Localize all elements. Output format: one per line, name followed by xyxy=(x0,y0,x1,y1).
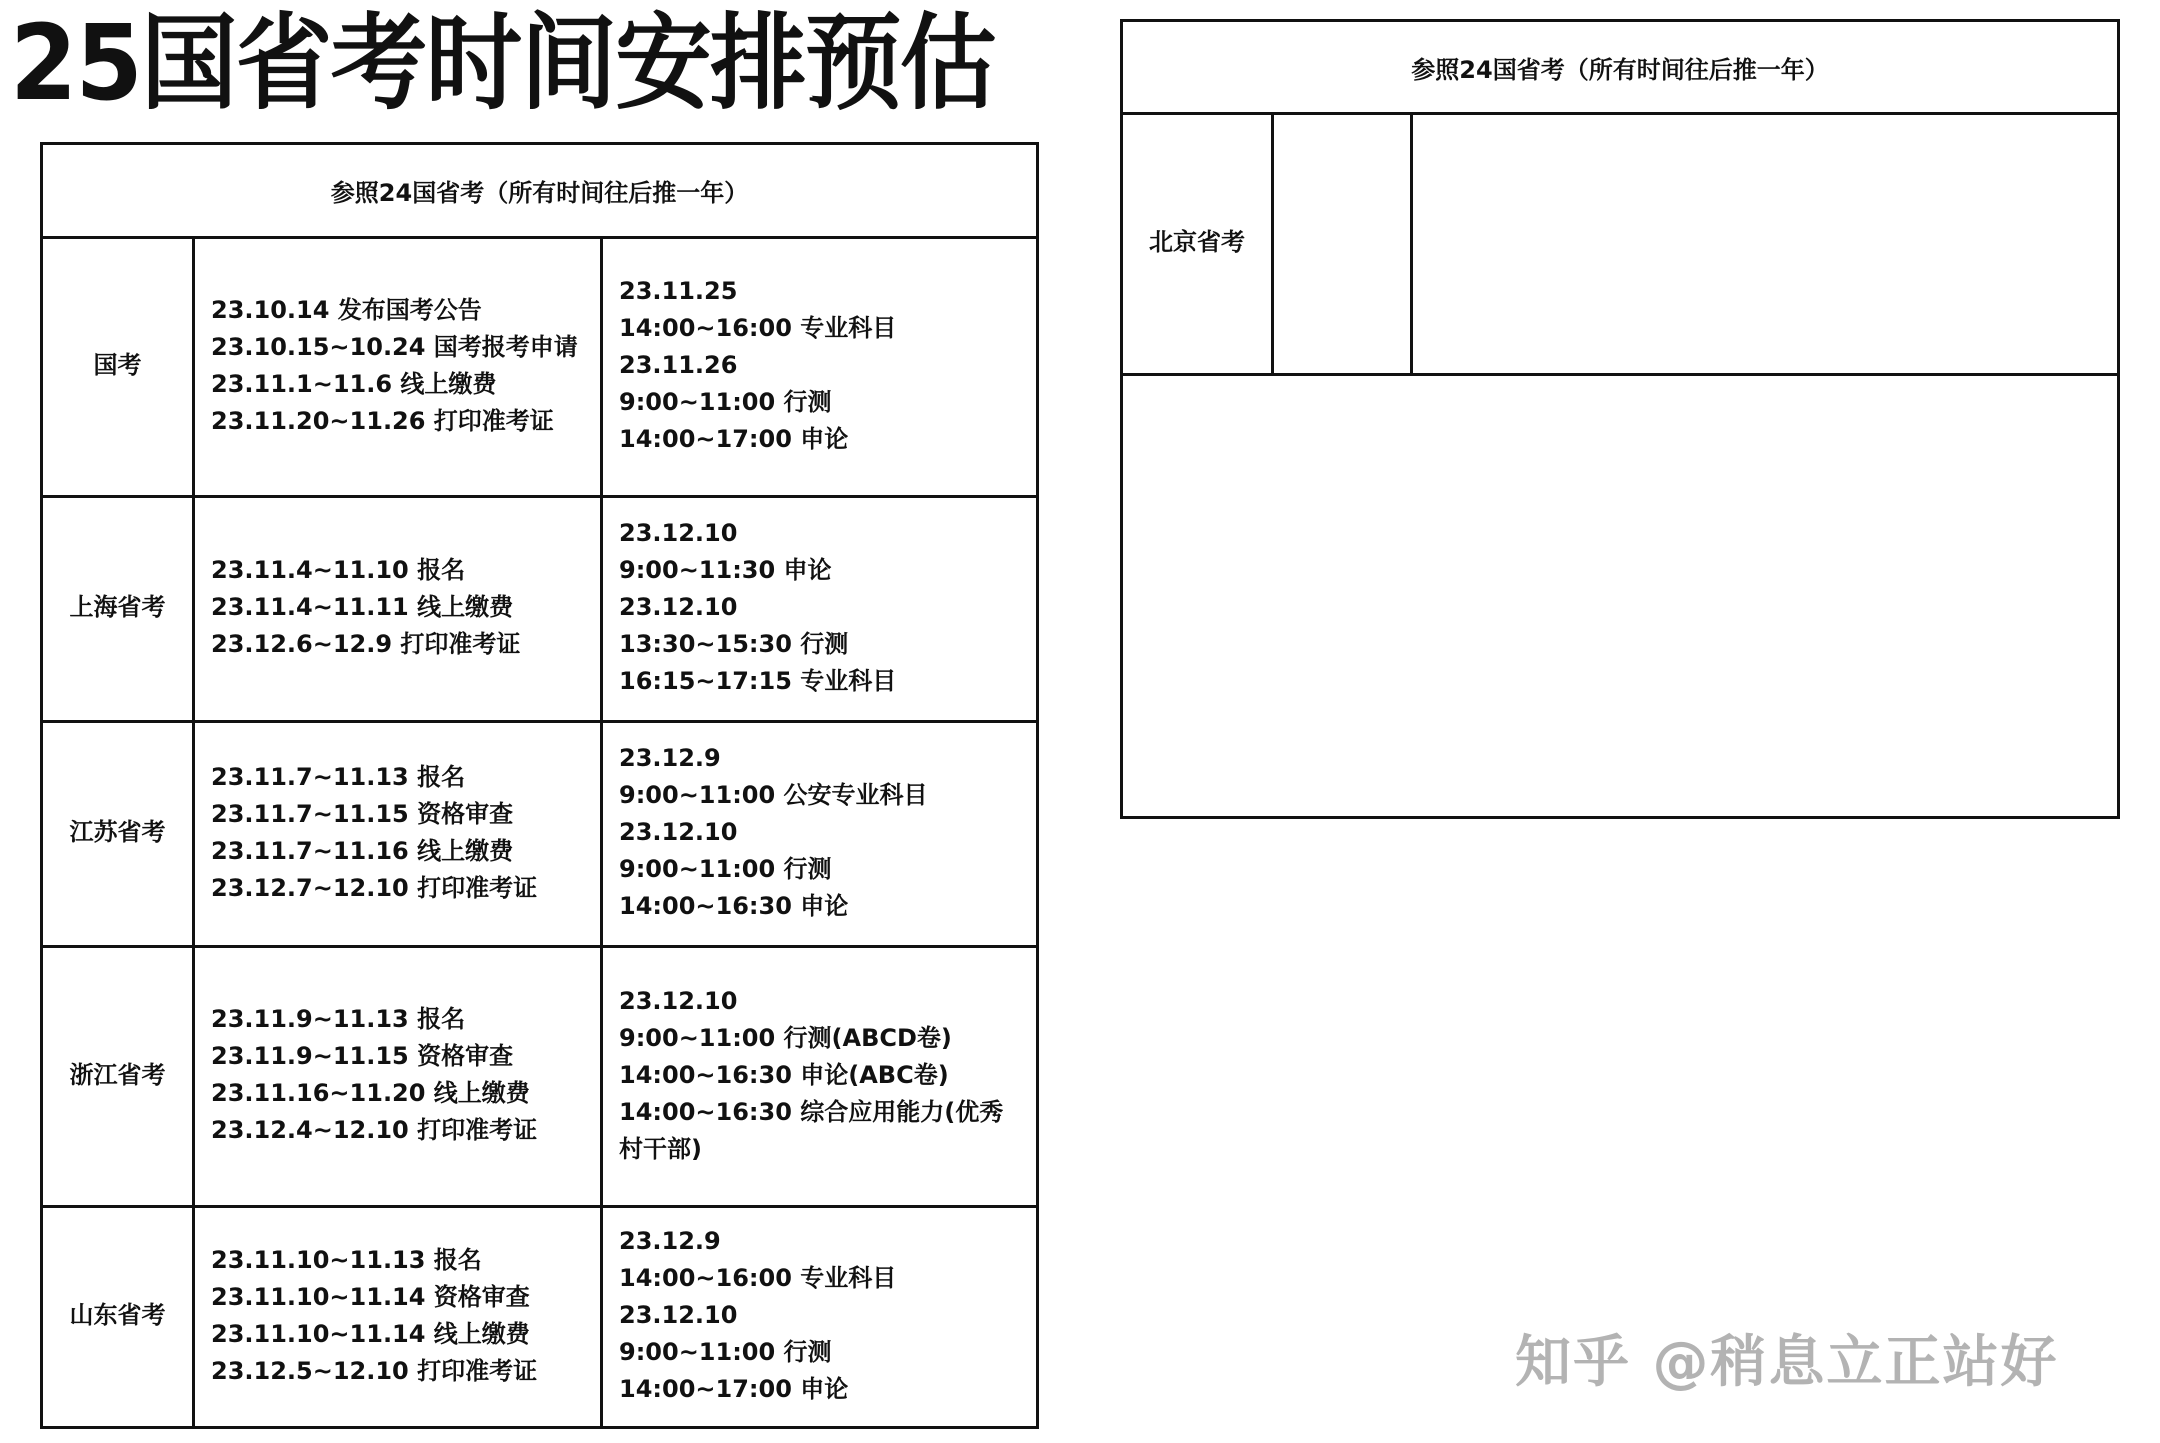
registration-line: 23.11.10~11.13 报名 xyxy=(211,1245,482,1274)
exam-time-cell xyxy=(603,236,1036,495)
exam-name: 上海省考 xyxy=(43,495,195,720)
exam-name: 国考 xyxy=(43,236,195,495)
table-row-shandong xyxy=(43,1205,1036,1426)
exam-name: 江苏省考 xyxy=(43,720,195,945)
exam-line: 9:00~11:00 行测 xyxy=(619,855,832,883)
registration-line: 23.11.10~11.14 线上缴费 xyxy=(211,1319,530,1348)
registration-cell xyxy=(1274,112,1413,373)
exam-line: 14:00~16:30 申论 xyxy=(619,892,849,920)
registration-cell xyxy=(195,945,603,1205)
exam-line: 23.12.10 xyxy=(619,593,738,621)
registration-line: 23.12.5~12.10 打印准考证 xyxy=(211,1356,538,1385)
registration-line: 23.10.14 发布国考公告 xyxy=(211,295,482,324)
exam-time-cell xyxy=(603,495,1036,720)
exam-line: 23.12.10 xyxy=(619,1301,738,1329)
registration-line: 23.11.7~11.16 线上缴费 xyxy=(211,836,514,865)
registration-line: 23.11.9~11.15 资格审查 xyxy=(211,1042,514,1070)
exam-time-cell xyxy=(603,720,1036,945)
exam-line: 23.12.9 xyxy=(619,1227,721,1255)
page-title: 25国省考时间安排预估 xyxy=(10,2,995,124)
exam-line: 16:15~17:15 专业科目 xyxy=(619,667,897,695)
table-header: 参照24国省考（所有时间往后推一年） xyxy=(43,145,1036,239)
exam-line: 9:00~11:00 行测 xyxy=(619,1338,832,1366)
registration-line: 23.12.4~12.10 打印准考证 xyxy=(211,1116,538,1144)
exam-time-cell xyxy=(603,1205,1036,1426)
exam-line: 14:00~16:00 专业科目 xyxy=(619,314,897,342)
registration-line: 23.11.4~11.10 报名 xyxy=(211,556,466,584)
registration-line: 23.10.15~10.24 国考报考申请 xyxy=(211,332,578,361)
table-header: 参照24国省考（所有时间往后推一年） xyxy=(1123,22,2117,115)
registration-line: 23.11.4~11.11 线上缴费 xyxy=(211,593,514,621)
exam-line: 9:00~11:00 行测 xyxy=(619,388,832,416)
table-row-beijing xyxy=(1123,112,2117,376)
table-row-shanghai xyxy=(43,495,1036,723)
watermark: 知乎 @稍息立正站好 xyxy=(1515,1330,2059,1395)
registration-cell xyxy=(195,236,603,495)
exam-name: 北京省考 xyxy=(1123,112,1274,373)
exam-line: 23.11.26 xyxy=(619,351,738,379)
registration-cell xyxy=(195,1205,603,1426)
exam-line: 9:00~11:00 公安专业科目 xyxy=(619,781,928,809)
exam-line: 23.12.10 xyxy=(619,986,738,1015)
table-row-jiangsu xyxy=(43,720,1036,948)
right-schedule-table xyxy=(1120,19,2120,819)
exam-line: 14:00~17:00 申论 xyxy=(619,425,849,453)
registration-line: 23.12.7~12.10 打印准考证 xyxy=(211,873,538,902)
exam-line: 23.12.10 xyxy=(619,519,738,547)
exam-line: 23.12.9 xyxy=(619,744,721,772)
exam-line: 9:00~11:30 申论 xyxy=(619,556,832,584)
exam-name: 浙江省考 xyxy=(43,945,195,1205)
exam-line: 14:00~16:30 申论(ABC卷) xyxy=(619,1060,949,1089)
exam-line: 23.11.25 xyxy=(619,277,738,305)
registration-line: 23.11.16~11.20 线上缴费 xyxy=(211,1079,530,1107)
exam-line: 14:00~17:00 申论 xyxy=(619,1375,849,1403)
exam-line: 23.12.10 xyxy=(619,818,738,846)
left-schedule-table xyxy=(40,142,1039,1429)
table-row-zhejiang xyxy=(43,945,1036,1208)
exam-name: 山东省考 xyxy=(43,1205,195,1426)
registration-cell xyxy=(195,720,603,945)
registration-cell xyxy=(195,495,603,720)
registration-line: 23.11.7~11.15 资格审查 xyxy=(211,799,514,828)
registration-line: 23.11.1~11.6 线上缴费 xyxy=(211,369,497,398)
registration-line: 23.11.20~11.26 打印准考证 xyxy=(211,406,554,435)
exam-line: 14:00~16:00 专业科目 xyxy=(619,1264,897,1292)
registration-line: 23.11.9~11.13 报名 xyxy=(211,1005,466,1033)
exam-line: 9:00~11:00 行测(ABCD卷) xyxy=(619,1023,952,1052)
exam-line: 13:30~15:30 行测 xyxy=(619,630,849,658)
table-row-guokao xyxy=(43,236,1036,498)
registration-line: 23.12.6~12.9 打印准考证 xyxy=(211,630,521,658)
registration-line: 23.11.10~11.14 资格审查 xyxy=(211,1282,530,1311)
exam-time-cell xyxy=(603,945,1036,1205)
exam-line: 14:00~16:30 综合应用能力(优秀村干部) xyxy=(619,1097,1004,1163)
registration-line: 23.11.7~11.13 报名 xyxy=(211,762,466,791)
